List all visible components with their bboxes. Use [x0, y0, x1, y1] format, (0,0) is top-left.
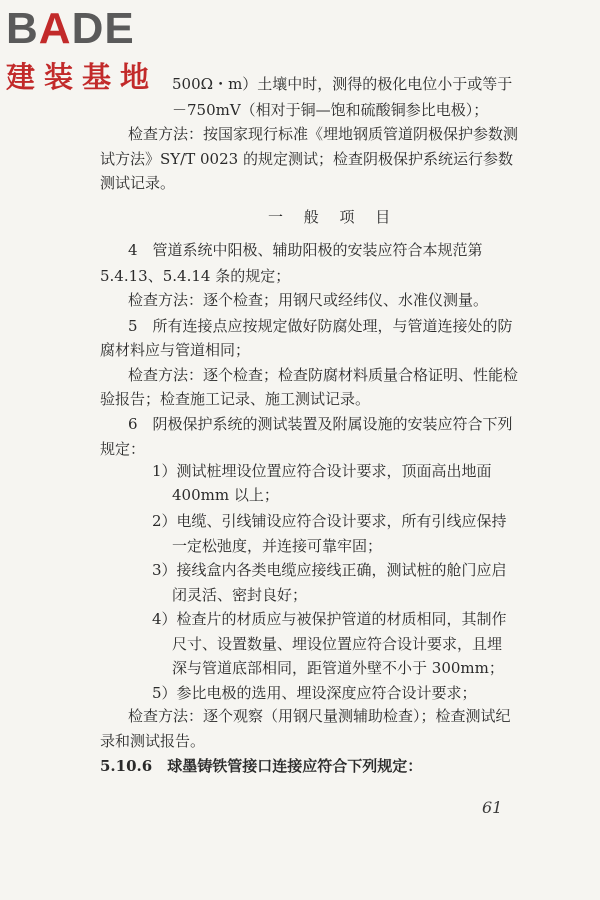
- brand-logo-subtitle: 建装基地: [6, 60, 159, 94]
- brand-logo: [6, 4, 176, 100]
- list-item: 3）接线盒内各类电缆应接线正确，测试桩的舱门应启: [152, 561, 507, 579]
- text-line: 尺寸、设置数量、埋设位置应符合设计要求，且埋: [172, 635, 503, 653]
- text-line: 检查方法：按国家现行标准《埋地钢质管道阴极保护参数测: [128, 125, 519, 143]
- page-number: 61: [482, 798, 503, 817]
- text-line: 检查方法：逐个检查；用钢尺或经纬仪、水准仪测量。: [128, 291, 489, 309]
- list-item: 1）测试桩埋设位置应符合设计要求，顶面高出地面: [152, 462, 492, 480]
- brand-logo-mark: BADE: [6, 4, 135, 53]
- text-line: 检查方法：逐个检查；检查防腐材料质量合格证明、性能检: [128, 366, 519, 384]
- list-item: 4）检查片的材质应与被保护管道的材质相同，其制作: [152, 610, 507, 628]
- text-line: 规定：: [100, 440, 146, 458]
- text-line: 一定松弛度，并连接可靠牢固；: [172, 537, 383, 555]
- text-line: 测试记录。: [100, 174, 176, 192]
- text-line: 验报告；检查施工记录、施工测试记录。: [100, 390, 371, 408]
- clause-text: 4 管道系统中阳极、辅助阳极的安装应符合本规范第: [128, 241, 483, 259]
- text-line: 500Ω・m）土壤中时，测得的极化电位小于或等于: [172, 75, 513, 93]
- clause-text: 6 阴极保护系统的测试装置及附属设施的安装应符合下列: [128, 415, 513, 433]
- text-line: 录和测试报告。: [100, 732, 206, 750]
- text-line: 400mm 以上；: [172, 486, 279, 504]
- text-line: 腐材料应与管道相同；: [100, 341, 251, 359]
- text-line: 深与管道底部相同，距管道外壁不小于 300mm；: [172, 659, 504, 677]
- section-number-heading: 5.10.6 球墨铸铁管接口连接应符合下列规定：: [100, 757, 423, 775]
- text-line: 5.4.13、5.4.14 条的规定；: [100, 267, 291, 285]
- clause-text: 5 所有连接点应按规定做好防腐处理，与管道连接处的防: [128, 317, 513, 335]
- text-line: －750mV（相对于铜—饱和硫酸铜参比电极）；: [172, 101, 489, 119]
- list-item: 5）参比电极的选用、埋设深度应符合设计要求；: [152, 684, 477, 702]
- section-heading: 一 般 项 目: [268, 208, 399, 226]
- text-line: 检查方法：逐个观察（用钢尺量测辅助检查）；检查测试纪: [128, 707, 511, 725]
- list-item: 2）电缆、引线铺设应符合设计要求，所有引线应保持: [152, 512, 507, 530]
- text-line: 试方法》SY/T 0023 的规定测试；检查阴极保护系统运行参数: [100, 150, 513, 168]
- text-line: 闭灵活、密封良好；: [172, 586, 308, 604]
